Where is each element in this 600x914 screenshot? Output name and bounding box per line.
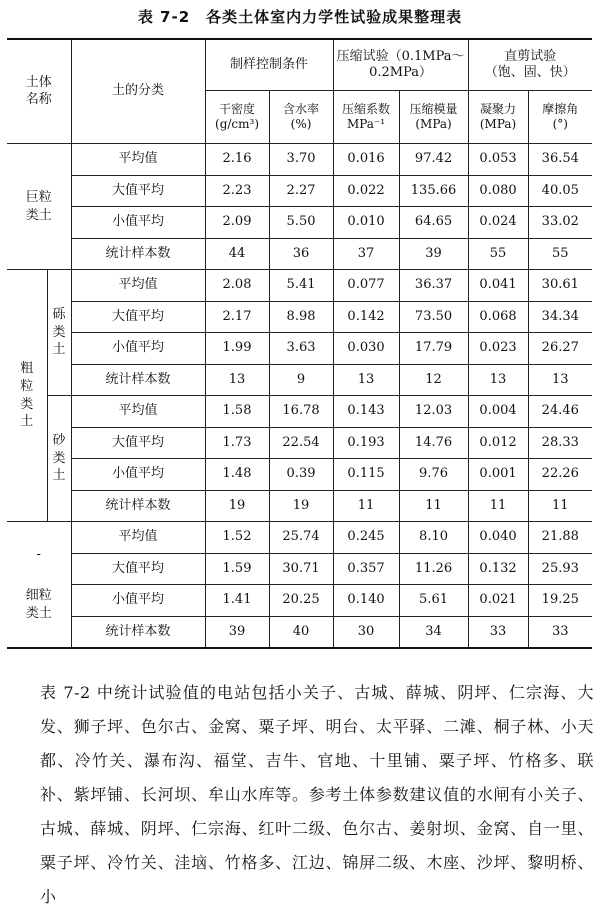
group-label-fine: [7, 522, 71, 649]
table-cell: 33: [528, 616, 592, 648]
table-cell: 73.50: [399, 301, 468, 333]
table-cell: 0.193: [333, 427, 399, 459]
table-cell: 0.016: [333, 144, 399, 176]
paragraph-text: 表 7-2 中统计试验值的电站包括小关子、古城、薛城、阴坪、仁宗海、大发、狮子坪、色尔古、金窝、粟子坪、明台、太平驿、二滩、桐子林、小天都、冷竹关、瀑布沟、福堂、吉牛、官地、十里铺、粟子坪、竹格多、联补、紫坪铺、长河坝、牟山水库等。参考土体参数建议值的水闸有小关子、古城、薛城、阴坪、仁宗海、红叶二级、色尔古、姜射坝、金窝、自一里、粟子坪、冷竹关、洼垴、竹格多、江边、锦屏二级、木座、沙坪、黎明桥、小: [40, 683, 594, 906]
table-cell: 44: [205, 238, 269, 270]
group-label-sand-text: 砂 类 土: [52, 433, 66, 484]
group-label-gravel: [47, 270, 71, 396]
table-cell: 0.024: [468, 207, 528, 239]
table-cell: 1.41: [205, 585, 269, 617]
table-row: [7, 396, 592, 428]
row-label: 统计样本数: [71, 490, 205, 522]
row-label: 大值平均: [71, 175, 205, 207]
table-cell: 0.077: [333, 270, 399, 302]
row-label: 大值平均: [71, 427, 205, 459]
table-row: [7, 585, 592, 617]
table-row: [7, 364, 592, 396]
row-label: 小值平均: [71, 585, 205, 617]
table-cell: 30: [333, 616, 399, 648]
table-cell: 0.041: [468, 270, 528, 302]
table-cell: 28.33: [528, 427, 592, 459]
table-cell: 2.17: [205, 301, 269, 333]
table-cell: 0.39: [269, 459, 333, 491]
table-cell: 55: [468, 238, 528, 270]
table-cell: 0.080: [468, 175, 528, 207]
table-cell: 12: [399, 364, 468, 396]
table-cell: 40: [269, 616, 333, 648]
row-label: 统计样本数: [71, 616, 205, 648]
table-cell: 2.16: [205, 144, 269, 176]
table-cell: 37: [333, 238, 399, 270]
header-water: 含水率 (%): [269, 91, 333, 144]
table-cell: 0.010: [333, 207, 399, 239]
table-cell: 14.76: [399, 427, 468, 459]
group-label-cobble-text: 巨粒 类土: [25, 189, 52, 223]
table-row: [7, 333, 592, 365]
table-cell: 3.70: [269, 144, 333, 176]
table-cell: 135.66: [399, 175, 468, 207]
table-cell: 19: [205, 490, 269, 522]
group-mark: -: [36, 546, 41, 562]
table-cell: 12.03: [399, 396, 468, 428]
table-row: [7, 175, 592, 207]
table-cell: 19.25: [528, 585, 592, 617]
table-cell: 11: [468, 490, 528, 522]
header-friction: 摩擦角 (°): [528, 91, 592, 144]
table-cell: 5.41: [269, 270, 333, 302]
body-paragraph: [6, 676, 594, 914]
table-cell: 97.42: [399, 144, 468, 176]
row-label: 平均值: [71, 144, 205, 176]
group-label-sand: [47, 396, 71, 522]
table-cell: 22.26: [528, 459, 592, 491]
table-cell: 1.59: [205, 553, 269, 585]
table-cell: 64.65: [399, 207, 468, 239]
row-label: 统计样本数: [71, 364, 205, 396]
table-row: [7, 144, 592, 176]
results-table: [7, 38, 592, 649]
table-cell: 2.23: [205, 175, 269, 207]
table-cell: 0.004: [468, 396, 528, 428]
table-cell: 3.63: [269, 333, 333, 365]
table-cell: 39: [399, 238, 468, 270]
row-label: 小值平均: [71, 207, 205, 239]
table-cell: 9.76: [399, 459, 468, 491]
group-label-gravel-text: 砾 类 土: [52, 307, 66, 358]
group-label-coarse: [7, 270, 47, 522]
table-cell: 5.50: [269, 207, 333, 239]
table-cell: 36: [269, 238, 333, 270]
row-label: 大值平均: [71, 301, 205, 333]
table-cell: 11: [399, 490, 468, 522]
table-cell: 20.25: [269, 585, 333, 617]
table-cell: 1.99: [205, 333, 269, 365]
table-cell: 8.98: [269, 301, 333, 333]
table-cell: 0.023: [468, 333, 528, 365]
table-row: [7, 490, 592, 522]
table-cell: 0.143: [333, 396, 399, 428]
table-row: [7, 459, 592, 491]
header-control-group: 制样控制条件: [205, 39, 333, 91]
header-coef: 压缩系数 MPa⁻¹: [333, 91, 399, 144]
table-cell: 0.132: [468, 553, 528, 585]
table-cell: 55: [528, 238, 592, 270]
row-label: 小值平均: [71, 333, 205, 365]
table-cell: 0.115: [333, 459, 399, 491]
table-cell: 36.54: [528, 144, 592, 176]
table-row: [7, 207, 592, 239]
table-row: [7, 238, 592, 270]
table-title: 表 7-2 各类土体室内力学性试验成果整理表: [137, 8, 463, 26]
header-compress-group: 压缩试验（0.1MPa～ 0.2MPa）: [333, 39, 468, 91]
table-cell: 13: [205, 364, 269, 396]
table-cell: 0.142: [333, 301, 399, 333]
row-label: 统计样本数: [71, 238, 205, 270]
header-soil-name: 土体 名称: [7, 39, 71, 144]
table-cell: 1.52: [205, 522, 269, 554]
table-cell: 0.022: [333, 175, 399, 207]
table-cell: 25.74: [269, 522, 333, 554]
group-label-cobble: [7, 144, 71, 270]
table-cell: 30.71: [269, 553, 333, 585]
table-row: [7, 616, 592, 648]
table-cell: 19: [269, 490, 333, 522]
table-cell: 21.88: [528, 522, 592, 554]
table-cell: 13: [528, 364, 592, 396]
table-cell: 9: [269, 364, 333, 396]
header-modulus: 压缩模量 (MPa): [399, 91, 468, 144]
table-cell: 0.021: [468, 585, 528, 617]
table-cell: 0.357: [333, 553, 399, 585]
table-cell: 40.05: [528, 175, 592, 207]
table-cell: 33.02: [528, 207, 592, 239]
table-cell: 5.61: [399, 585, 468, 617]
table-cell: 0.040: [468, 522, 528, 554]
table-cell: 11: [333, 490, 399, 522]
table-cell: 13: [333, 364, 399, 396]
row-label: 大值平均: [71, 553, 205, 585]
row-label: 平均值: [71, 522, 205, 554]
table-cell: 34: [399, 616, 468, 648]
table-cell: 11: [528, 490, 592, 522]
table-cell: 11.26: [399, 553, 468, 585]
table-row: [7, 301, 592, 333]
table-row: [7, 270, 592, 302]
group-label-coarse-text: 粗 粒 类 土: [20, 361, 34, 430]
table-cell: 22.54: [269, 427, 333, 459]
table-cell: 1.73: [205, 427, 269, 459]
group-label-fine-text: 细粒 类土: [25, 588, 52, 621]
table-cell: 26.27: [528, 333, 592, 365]
table-row: [7, 522, 592, 554]
table-row: [7, 427, 592, 459]
table-cell: 1.48: [205, 459, 269, 491]
table-cell: 13: [468, 364, 528, 396]
table-cell: 16.78: [269, 396, 333, 428]
header-cohesion: 凝聚力 (MPa): [468, 91, 528, 144]
row-label: 平均值: [71, 396, 205, 428]
table-cell: 24.46: [528, 396, 592, 428]
table-cell: 36.37: [399, 270, 468, 302]
table-cell: 0.068: [468, 301, 528, 333]
table-cell: 8.10: [399, 522, 468, 554]
table-cell: 39: [205, 616, 269, 648]
table-body: [7, 144, 592, 649]
table-cell: 0.030: [333, 333, 399, 365]
header-category: 土的分类: [71, 39, 205, 144]
table-cell: 33: [468, 616, 528, 648]
table-row: [7, 553, 592, 585]
table-cell: 2.27: [269, 175, 333, 207]
table-cell: 0.053: [468, 144, 528, 176]
table-cell: 30.61: [528, 270, 592, 302]
header-density: 干密度 (g/cm³): [205, 91, 269, 144]
table-cell: 1.58: [205, 396, 269, 428]
table-cell: 17.79: [399, 333, 468, 365]
table-cell: 0.140: [333, 585, 399, 617]
table-cell: 25.93: [528, 553, 592, 585]
table-cell: 0.245: [333, 522, 399, 554]
table-cell: 34.34: [528, 301, 592, 333]
row-label: 平均值: [71, 270, 205, 302]
table-cell: 0.012: [468, 427, 528, 459]
table-cell: 0.001: [468, 459, 528, 491]
header-shear-group: 直剪试验 （饱、固、快）: [468, 39, 592, 91]
table-cell: 2.09: [205, 207, 269, 239]
table-cell: 2.08: [205, 270, 269, 302]
row-label: 小值平均: [71, 459, 205, 491]
